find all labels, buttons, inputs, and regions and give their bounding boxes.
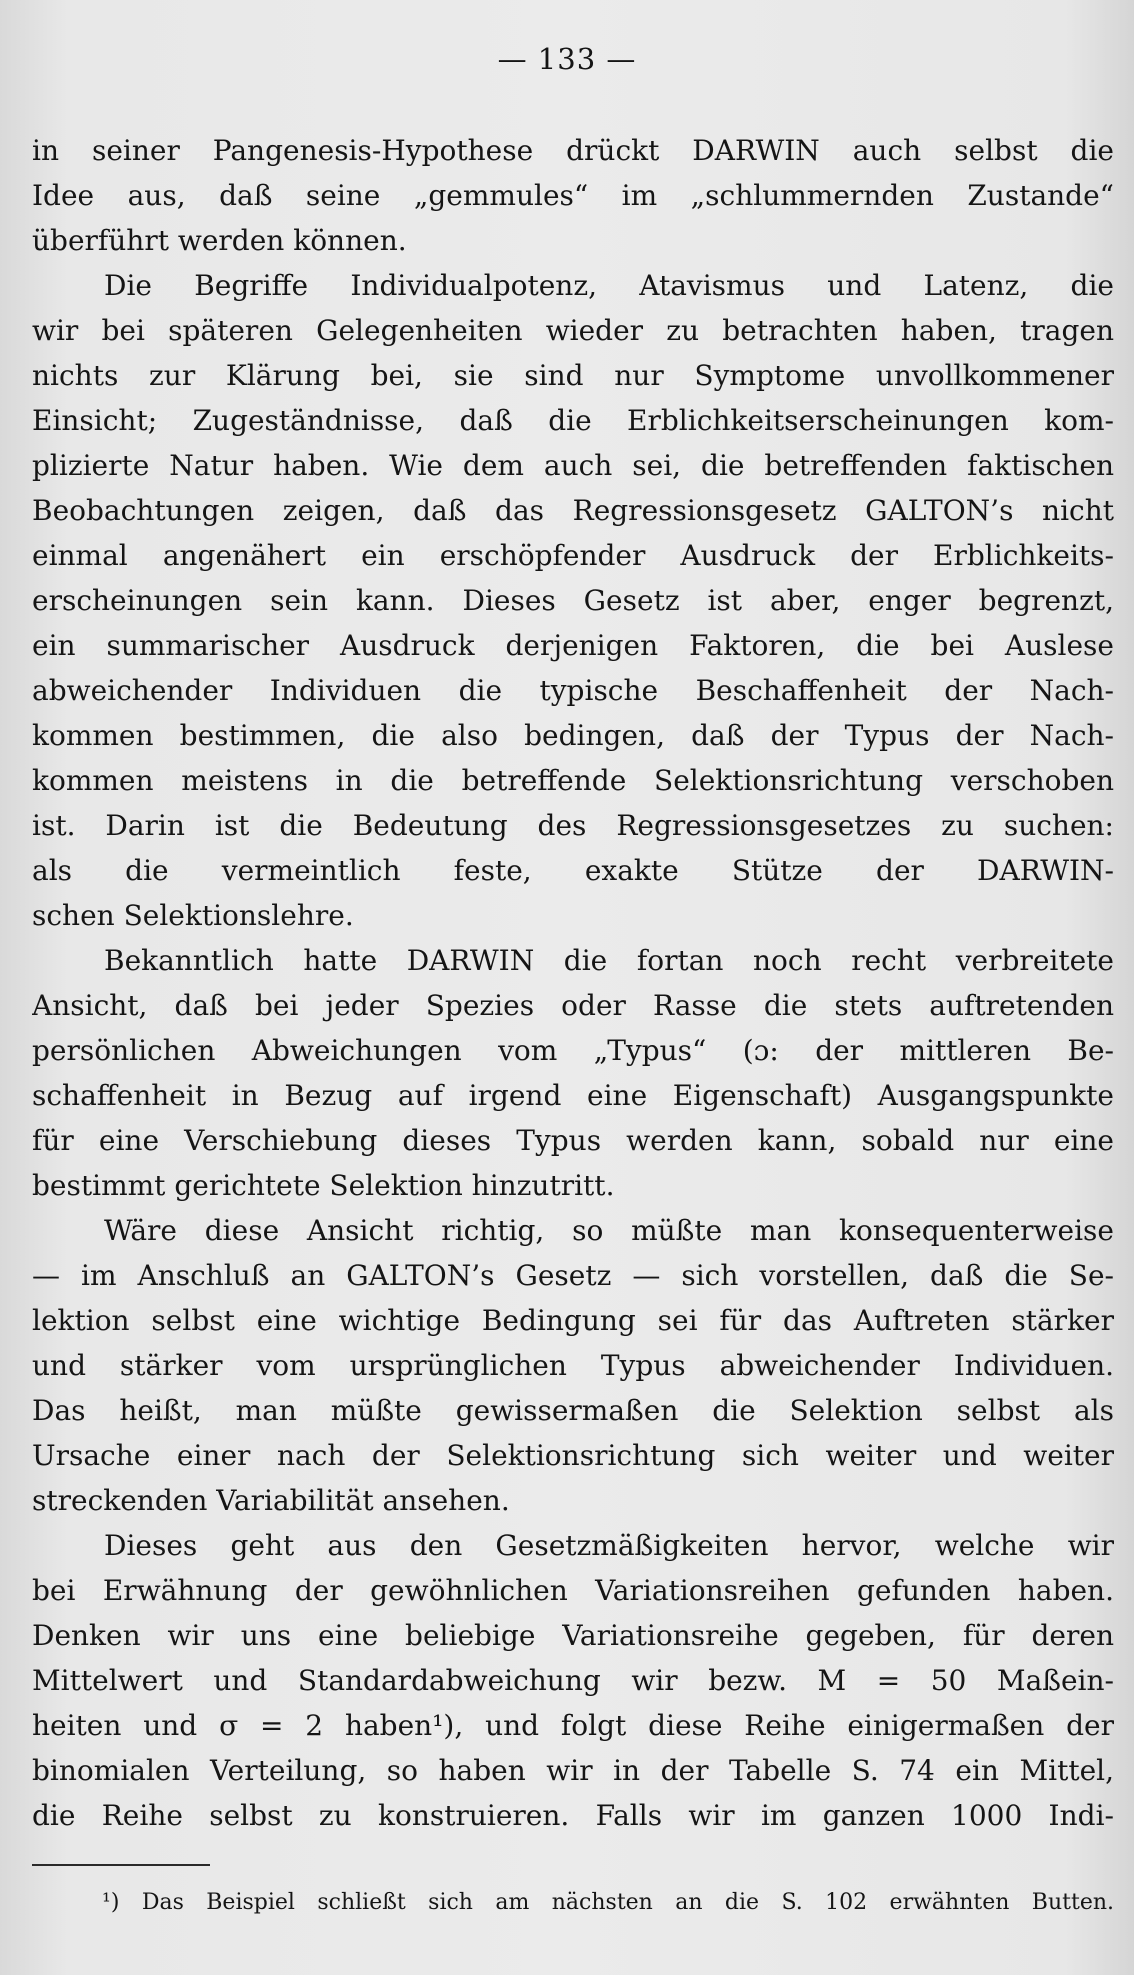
text-line: heiten und σ = 2 haben¹), und folgt diese Reihe einigermaßen der (32, 1709, 1114, 1742)
text-line: Bekanntlich hatte DARWIN die fortan noch recht verbreitete (104, 944, 1114, 977)
text-line: abweichender Individuen die typische Beschaffenheit der Nach- (32, 674, 1114, 707)
text-line: die Reihe selbst zu konstruieren. Falls wir im ganzen 1000 Indi- (32, 1799, 1114, 1832)
text-line: als die vermeintlich feste, exakte Stütze der DARWIN- (32, 854, 1114, 887)
footnote-text: Das Beispiel schließt sich am nächsten an die S. 102 erwähnten Butten. (141, 1890, 1114, 1915)
text-line: Mittelwert und Standardabweichung wir bezw. M = 50 Maßein- (32, 1664, 1114, 1697)
text-line: erscheinungen sein kann. Dieses Gesetz ist aber, enger begrenzt, (32, 584, 1114, 617)
text-line: in seiner Pangenesis-Hypothese drückt DARWIN auch selbst die (32, 134, 1114, 167)
text-line: lektion selbst eine wichtige Bedingung sei für das Auftreten stärker (32, 1304, 1114, 1337)
footnote-marker: ¹) (102, 1890, 120, 1915)
text-line: Die Begriffe Individualpotenz, Atavismus und Latenz, die (104, 269, 1114, 302)
text-line: Einsicht; Zugeständnisse, daß die Erblichkeitserscheinungen kom- (32, 404, 1114, 437)
text-line: einmal angenähert ein erschöpfender Ausdruck der Erblichkeits- (32, 539, 1114, 572)
text-line: Beobachtungen zeigen, daß das Regressionsgesetz GALTON’s nicht (32, 494, 1114, 527)
body-text (32, 128, 1114, 1838)
text-line: für eine Verschiebung dieses Typus werden kann, sobald nur eine (32, 1124, 1114, 1157)
text-line: — im Anschluß an GALTON’s Gesetz — sich vorstellen, daß die Se- (32, 1259, 1114, 1292)
text-line: nichts zur Klärung bei, sie sind nur Symptome unvollkommener (32, 359, 1114, 392)
text-line: Ansicht, daß bei jeder Spezies oder Rasse die stets auftretenden (32, 989, 1114, 1022)
text-line: Ursache einer nach der Selektionsrichtung sich weiter und weiter (32, 1439, 1114, 1472)
text-line: bei Erwähnung der gewöhnlichen Variationsreihen gefunden haben. (32, 1574, 1114, 1607)
text-line: wir bei späteren Gelegenheiten wieder zu betrachten haben, tragen (32, 314, 1114, 347)
footnote-divider (32, 1864, 210, 1866)
text-line: kommen bestimmen, die also bedingen, daß der Typus der Nach- (32, 719, 1114, 752)
text-line: überführt werden können. (32, 224, 407, 257)
text-line: Wäre diese Ansicht richtig, so müßte man konsequenterweise (104, 1214, 1114, 1247)
text-line: Denken wir uns eine beliebige Variationsreihe gegeben, für deren (32, 1619, 1114, 1652)
text-line: bestimmt gerichtete Selektion hinzutritt. (32, 1169, 615, 1202)
text-line: kommen meistens in die betreffende Selektionsrichtung verschoben (32, 764, 1114, 797)
text-line: schaffenheit in Bezug auf irgend eine Eigenschaft) Ausgangspunkte (32, 1079, 1114, 1112)
text-line: ein summarischer Ausdruck derjenigen Faktoren, die bei Auslese (32, 629, 1114, 662)
text-line: Dieses geht aus den Gesetzmäßigkeiten hervor, welche wir (104, 1529, 1114, 1562)
text-line: ist. Darin ist die Bedeutung des Regressionsgesetzes zu suchen: (32, 809, 1114, 842)
text-line: persönlichen Abweichungen vom „Typus“ (ɔ: der mittleren Be- (32, 1034, 1114, 1067)
text-line: plizierte Natur haben. Wie dem auch sei, die betreffenden faktischen (32, 449, 1114, 482)
footnote (102, 1888, 1114, 1918)
text-line: und stärker vom ursprünglichen Typus abweichender Individuen. (32, 1349, 1114, 1382)
text-line: Das heißt, man müßte gewissermaßen die Selektion selbst als (32, 1394, 1114, 1427)
page-number: — 133 — (497, 42, 637, 76)
text-line: streckenden Variabilität ansehen. (32, 1484, 510, 1517)
text-line: schen Selektionslehre. (32, 899, 354, 932)
text-line: binomialen Verteilung, so haben wir in der Tabelle S. 74 ein Mittel, (32, 1754, 1114, 1787)
text-line: Idee aus, daß seine „gemmules“ im „schlummernden Zustande“ (32, 179, 1114, 212)
